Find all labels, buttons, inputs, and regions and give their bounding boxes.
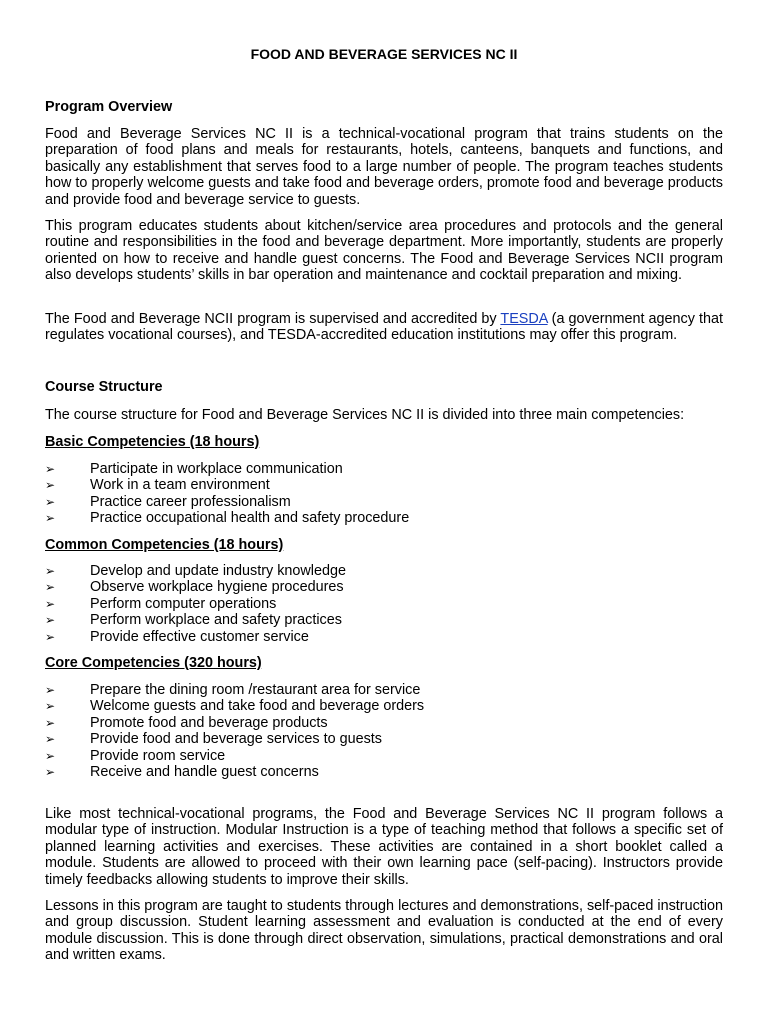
arrow-bullet-icon: ➢: [45, 478, 56, 493]
arrow-bullet-icon: ➢: [45, 764, 56, 779]
arrow-bullet-icon: ➢: [45, 748, 56, 763]
arrow-bullet-icon: ➢: [45, 596, 56, 611]
arrow-bullet-icon: ➢: [45, 580, 56, 595]
arrow-bullet-icon: ➢: [45, 613, 56, 628]
arrow-bullet-icon: ➢: [45, 699, 56, 714]
arrow-bullet-icon: ➢: [45, 732, 56, 747]
list-item: ➢ Practice career professionalism: [45, 493, 291, 510]
overview-paragraph-3: [45, 311, 723, 344]
list-item: ➢ Promote food and beverage products: [45, 714, 328, 731]
arrow-bullet-icon: ➢: [45, 683, 56, 697]
list-item: ➢ Perform computer operations: [45, 595, 277, 612]
arrow-bullet-icon: ➢: [45, 511, 56, 526]
overview-paragraph-2: This program educates students about kitchen/service area procedures and protocols and the general routine and responsibilities in the food and beverage department. More importantly, students are properly oriented on how to receive and handle guest concerns. The Food and Beverage Services NCII program also develops students’ skills in bar operation and maintenance and cocktail preparation and mixing.: [45, 218, 723, 284]
arrow-bullet-icon: ➢: [45, 629, 56, 644]
arrow-bullet-icon: ➢: [45, 494, 56, 509]
course-structure-heading: Course Structure: [45, 379, 163, 395]
list-item: ➢ Receive and handle guest concerns: [45, 763, 319, 780]
overview-paragraph-1: Food and Beverage Services NC II is a technical-vocational program that trains students on the preparation of food plans and meals for restaurants, hotels, canteens, banquets and functions, and basically any establishment that serves food to a large number of people. The program teaches students how to properly welcome guests and take food and beverage orders, promote food and beverage products and provide food and beverage service to guests.: [45, 126, 723, 208]
list-item: ➢ Observe workplace hygiene procedures: [45, 579, 344, 596]
list-item: ➢ Provide room service: [45, 747, 226, 764]
core-competencies-list: [45, 682, 723, 780]
instruction-paragraph-1: Like most technical-vocational programs, the Food and Beverage Services NC II program follows a modular type of instruction. Modular Instruction is a type of teaching method that follows a specific set of planned learning activities and exercises. These activities are contained in a short booklet called a module. Students are allowed to proceed with their own learning pace (self-pacing). Instructors provide timely feedbacks allowing students to improve their skills.: [45, 806, 723, 888]
arrow-bullet-icon: ➢: [45, 462, 56, 476]
basic-competencies-list: [45, 461, 723, 527]
document-title: FOOD AND BEVERAGE SERVICES NC II: [250, 46, 518, 62]
common-competencies-list: [45, 563, 723, 645]
accreditation-text-start: The Food and Beverage NCII program is supervised and accredited by: [45, 311, 501, 327]
program-overview-heading: Program Overview: [45, 99, 173, 115]
list-item: ➢ Participate in workplace communication: [45, 461, 343, 477]
list-item: ➢ Prepare the dining room /restaurant area for service: [45, 682, 421, 698]
accreditation-text-end: (a government agency that regulates vocational courses), and TESDA-accredited education institutions may offer this program.: [45, 311, 723, 344]
list-item: ➢ Perform workplace and safety practices: [45, 612, 342, 629]
instruction-paragraph-2: Lessons in this program are taught to students through lectures and demonstrations, self-paced instruction and group discussion. Student learning assessment and evaluation is conducted at the end of every module discussion. This is done through direct observation, simulations, practical demonstrations and oral and written exams.: [45, 898, 723, 964]
list-item: ➢ Provide food and beverage services to guests: [45, 731, 382, 748]
arrow-bullet-icon: ➢: [45, 564, 56, 578]
common-competencies-heading: Common Competencies (18 hours): [45, 537, 284, 553]
list-item: ➢ Work in a team environment: [45, 477, 270, 494]
arrow-bullet-icon: ➢: [45, 715, 56, 730]
tesda-link[interactable]: TESDA: [500, 311, 548, 327]
course-structure-intro: The course structure for Food and Beverage Services NC II is divided into three main competencies:: [45, 407, 685, 423]
core-competencies-heading: Core Competencies (320 hours): [45, 655, 262, 671]
list-item: ➢ Develop and update industry knowledge: [45, 563, 347, 579]
list-item: ➢ Practice occupational health and safety procedure: [45, 510, 410, 527]
list-item: ➢ Provide effective customer service: [45, 628, 309, 645]
basic-competencies-heading: Basic Competencies (18 hours): [45, 434, 260, 450]
list-item: ➢ Welcome guests and take food and beverage orders: [45, 698, 425, 715]
